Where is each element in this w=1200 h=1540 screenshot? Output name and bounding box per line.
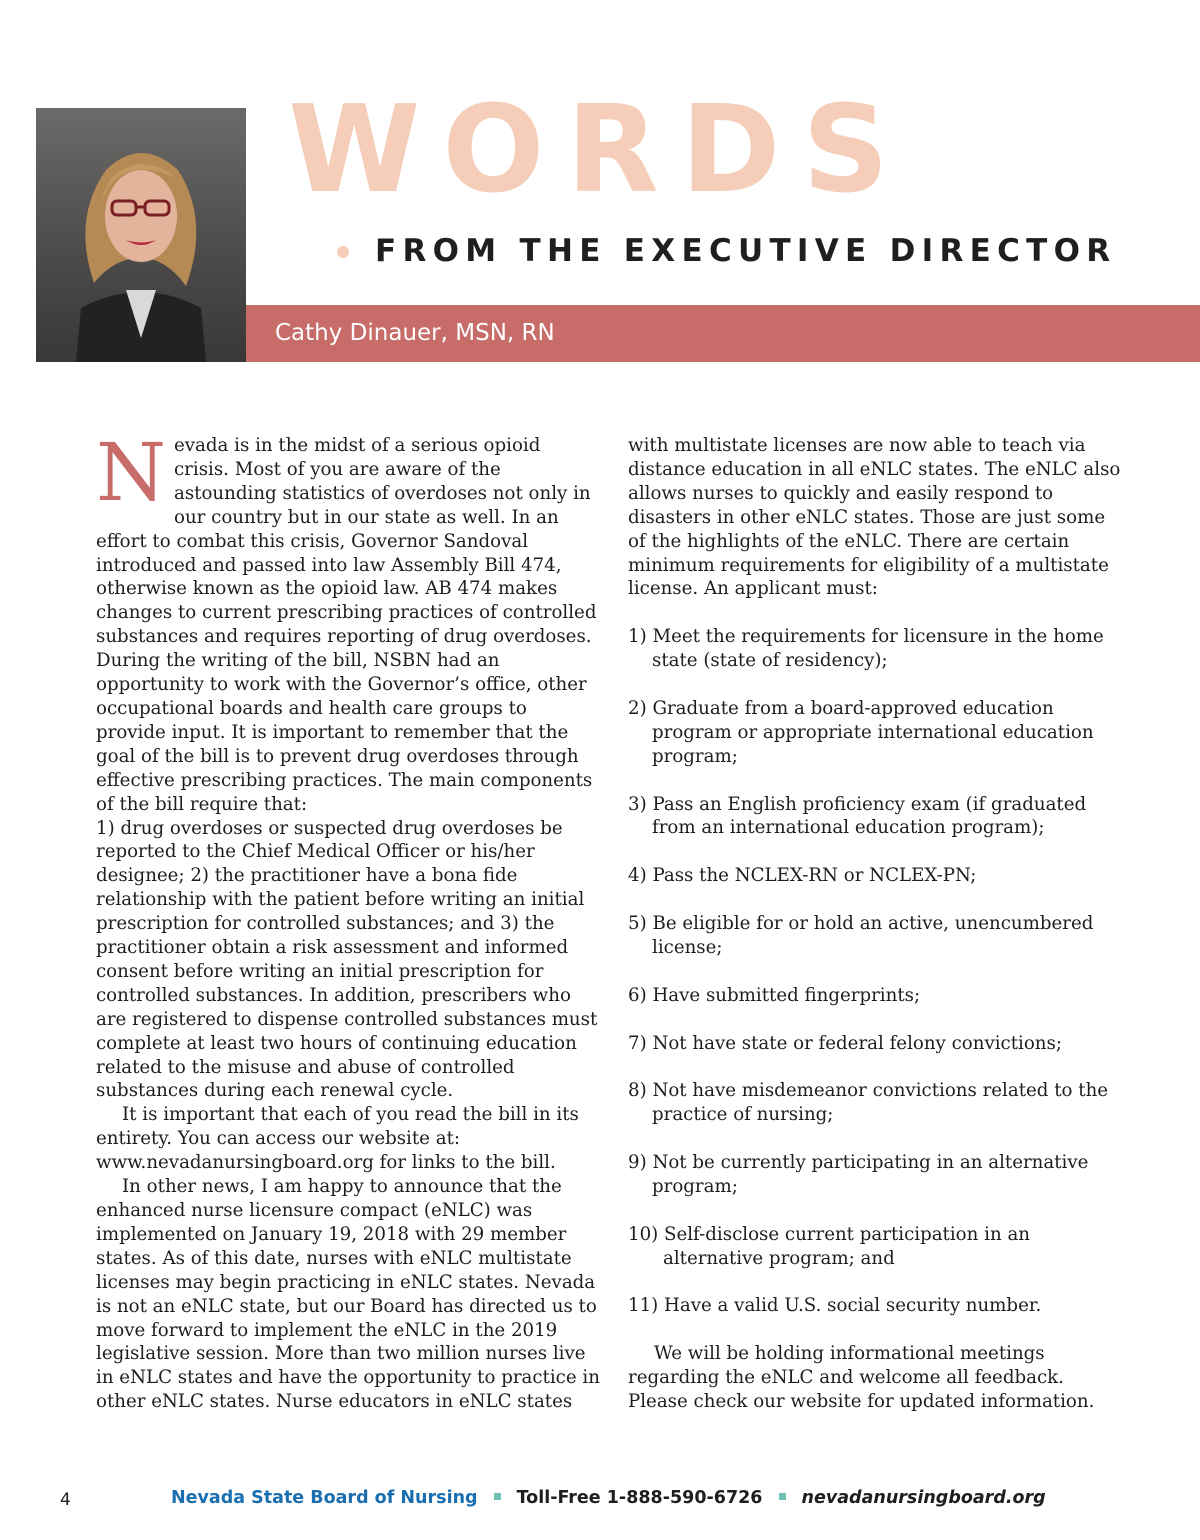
- square-bullet-icon: [494, 1493, 501, 1500]
- page-number: 4: [60, 1490, 71, 1510]
- article-left-column: [96, 426, 600, 1414]
- author-portrait: [36, 108, 246, 362]
- article-paragraph: In other news, I am happy to announce that the enhanced nurse licensure compact (eNLC) was implemented on January 19, 2018 with 29 member states. As of this date, nurses with eNLC multistate licenses may begin practicing in eNLC states. Nevada is not an eNLC state, but our Board has directed us to move forward to implement the eNLC in the 2019 legislative session. More than two million nurses live in eNLC states and have the opportunity to practice in other eNLC states. Nurse educators in eNLC states: [96, 1176, 600, 1413]
- paragraph-text: evada is in the midst of a serious opioid crisis. Most of you are aware of the astounding statistics of overdoses not only in our country but in our state as well. In an effort to combat this crisis, Governor Sandoval introduced and passed into law Assembly Bill 474, otherwise known as the opioid law. AB 474 makes changes to current prescribing practices of controlled substances and requires reporting of drug overdoses. During the writing of the bill, NSBN had an opportunity to work with the Governor’s office, other occupational boards and health care groups to provide input. It is important to remember that the goal of the bill is to prevent drug overdoses through effective prescribing practices. The main components of the bill require that:: [96, 435, 597, 815]
- article-paragraph: It is important that each of you read the bill in its entirety. You can access our website at: www.nevadanursingboard.org for links to the bill.: [96, 1104, 579, 1174]
- square-bullet-icon: [779, 1493, 786, 1500]
- page-title: WORDS: [288, 81, 911, 220]
- article-right-column: [628, 434, 1128, 1414]
- author-name: Cathy Dinauer, MSN, RN: [275, 320, 555, 346]
- footer-phone: Toll-Free 1-888-590-6726: [516, 1488, 763, 1508]
- bullet-dot-icon: [337, 246, 349, 258]
- list-item: 8) Not have misdemeanor convictions related to the practice of nursing;: [628, 1080, 1109, 1126]
- list-item: 3) Pass an English proficiency exam (if graduated from an international education program);: [628, 793, 1087, 839]
- list-item: 5) Be eligible for or hold an active, unencumbered license;: [628, 913, 1094, 958]
- article-paragraph: We will be holding informational meetings regarding the eNLC and welcome all feedback. Please check our website for updated information.: [628, 1343, 1095, 1413]
- list-item: 2) Graduate from a board-approved education program or appropriate international education program;: [628, 697, 1094, 767]
- list-item: 9) Not be currently participating in an alternative program;: [628, 1152, 1089, 1197]
- list-item: 4) Pass the NCLEX-RN or NCLEX-PN;: [628, 865, 977, 887]
- requirements-list: [628, 625, 1128, 1318]
- footer-org: Nevada State Board of Nursing: [171, 1488, 478, 1508]
- article-paragraph: 1) drug overdoses or suspected drug overdoses be reported to the Chief Medical Officer or his/her designee; 2) the practitioner have a bona fide relationship with the patient before writing an initial prescription for controlled substances; and 3) the practitioner obtain a risk assessment and informed consent before writing an initial prescription for controlled substances. In addition, prescribers who are registered to dispense controlled substances must complete at least two hours of continuing education related to the misuse and abuse of controlled substances during each renewal cycle.: [96, 817, 598, 1102]
- list-item: 11) Have a valid U.S. social security number.: [628, 1295, 1042, 1317]
- section-subtitle: FROM THE EXECUTIVE DIRECTOR: [375, 233, 1117, 269]
- footer-website: nevadanursingboard.org: [801, 1488, 1046, 1508]
- article-paragraph: [96, 426, 600, 817]
- list-item: 1) Meet the requirements for licensure in the home state (state of residency);: [628, 626, 1104, 672]
- list-item: 7) Not have state or federal felony convictions;: [628, 1032, 1062, 1054]
- list-item: 6) Have submitted fingerprints;: [628, 984, 921, 1006]
- article-paragraph: with multistate licenses are now able to teach via distance education in all eNLC states. The eNLC also allows nurses to quickly and easily respond to disasters in other eNLC states. Those are just some of the highlights of the eNLC. There are certain minimum requirements for eligibility of a multistate license. An applicant must:: [628, 435, 1121, 600]
- drop-cap: N: [96, 426, 166, 519]
- list-item: 10) Self-disclose current participation in an alternative program; and: [628, 1223, 1030, 1269]
- footer-bar: [171, 1488, 1046, 1508]
